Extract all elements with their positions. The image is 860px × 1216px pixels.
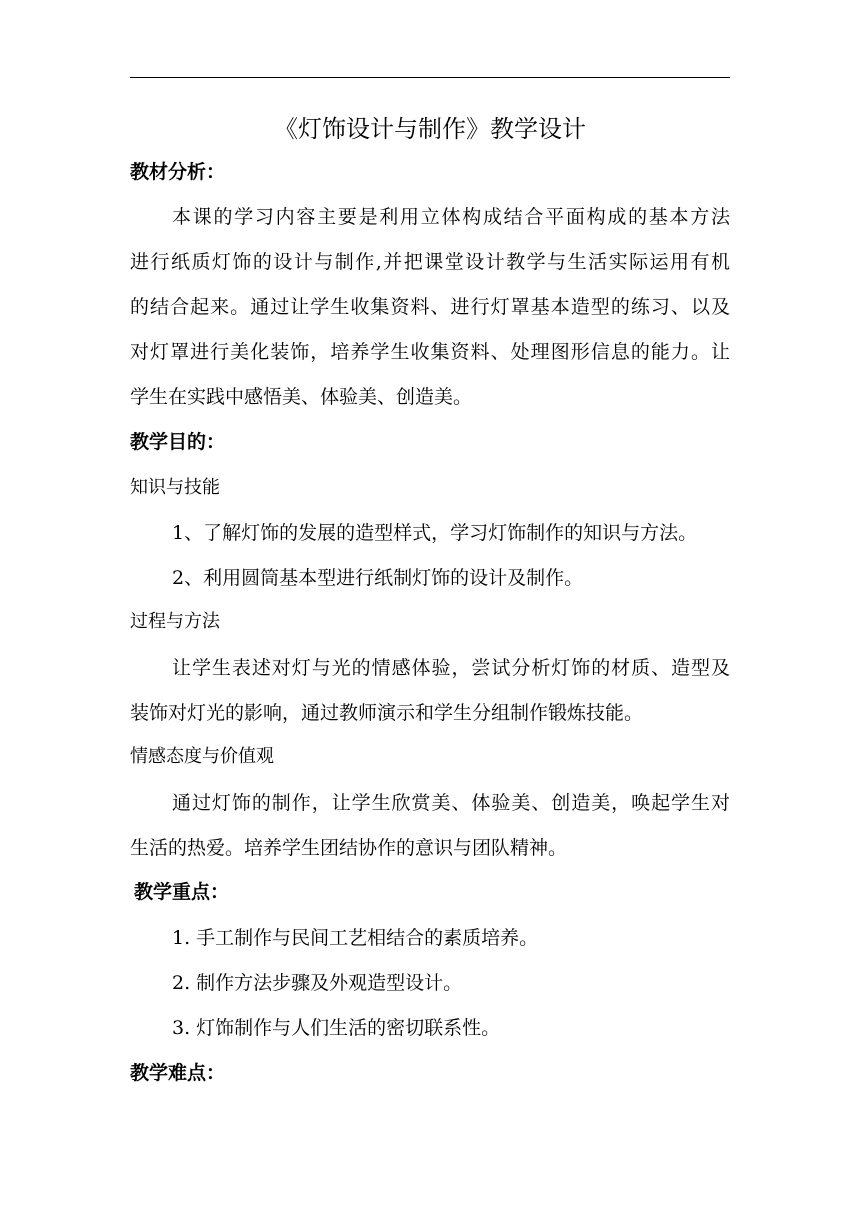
analysis-line-4: 对灯罩进行美化装饰，培养学生收集资料、处理图形信息的能力。让 (130, 341, 730, 363)
heading-difficulties: 教学难点： (130, 1062, 226, 1084)
goals-process-line-1: 让学生表述对灯与光的情感体验，尝试分析灯饰的材质、造型及 (172, 657, 730, 679)
analysis-line-5: 学生在实践中感悟美、体验美、创造美。 (130, 386, 473, 408)
header-rule (130, 77, 730, 78)
goals-knowledge-item-2: 2、利用圆筒基本型进行纸制灯饰的设计及制作。 (172, 567, 584, 589)
heading-key-points: 教学重点： (134, 881, 230, 903)
analysis-line-2: 进行纸质灯饰的设计与制作,并把课堂设计教学与生活实际运用有机 (130, 251, 730, 273)
key-point-1: 1. 手工制作与民间工艺相结合的素质培养。 (172, 927, 539, 949)
goals-process-line-2: 装饰对灯光的影响，通过教师演示和学生分组制作锻炼技能。 (130, 702, 644, 724)
goals-knowledge-item-1: 1、了解灯饰的发展的造型样式，学习灯饰制作的知识与方法。 (172, 522, 698, 544)
goals-attitude-line-1: 通过灯饰的制作，让学生欣赏美、体验美、创造美，唤起学生对 (172, 792, 730, 814)
key-point-2: 2. 制作方法步骤及外观造型设计。 (172, 972, 463, 994)
heading-analysis: 教材分析： (130, 161, 226, 183)
goals-knowledge-label: 知识与技能 (130, 477, 220, 498)
goals-process-label: 过程与方法 (130, 611, 220, 632)
goals-attitude-line-2: 生活的热爱。培养学生团结协作的意识与团队精神。 (130, 837, 568, 859)
heading-goals: 教学目的： (130, 431, 226, 453)
key-point-3: 3. 灯饰制作与人们生活的密切联系性。 (172, 1017, 501, 1039)
analysis-line-1: 本课的学习内容主要是利用立体构成结合平面构成的基本方法 (172, 206, 730, 228)
goals-attitude-label: 情感态度与价值观 (130, 746, 274, 767)
analysis-line-3: 的结合起来。通过让学生收集资料、进行灯罩基本造型的练习、以及 (130, 296, 730, 318)
document-title: 《灯饰设计与制作》教学设计 (274, 115, 586, 143)
